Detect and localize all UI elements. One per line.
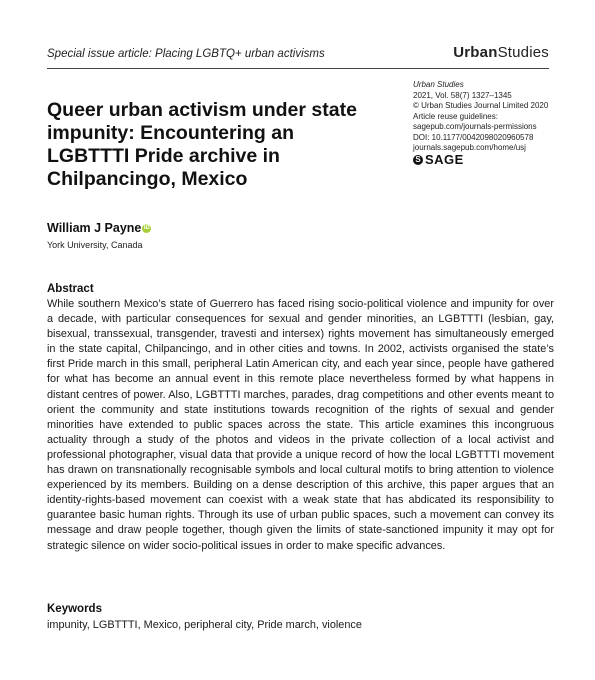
journal-logo-bold: Urban (453, 44, 498, 61)
meta-journal: Urban Studies (413, 80, 464, 89)
keywords-heading: Keywords (47, 603, 102, 615)
article-metadata (413, 80, 573, 165)
orcid-icon[interactable]: iD (143, 224, 150, 231)
author-line (47, 221, 151, 235)
abstract-text: While southern Mexico’s state of Guerrero has faced rising socio-political violence and impunity for over a decade, with particular consequences for sexual and gender minorities, an LGBTTTI (lesbian, gay, bisexual, transsexual, transgender, travesti and intersex) rights movement has simultaneously emerged in the state capital, Chilpancingo, and in other cities and towns. In 2002, activists organised the state’s first Pride march in this small, peripheral Latin American city, and each year since, people have gathered for what has become an annual event in this remote place nevertheless formed by what happens in distant centres of power. Also, LGBTTTI marches, parades, drag competitions and other events meant to orient the community and state institutions towards recognition of the rights of sexual and gender minorities have extended to public spaces across the state. This article examines this incongruous actuality through a study of the photos and videos in the private collection of a local activist and professional photographer, visual data that provide a unique record of how the local LGBTTTI movement has drawn on transnationally recognisable symbols and local cultural motifs to bring attention to violence experienced by its members. Building on a dense description of this archive, this paper argues that an identity-rights-based movement can coexist with a weak state that has abdicated its responsibility to guarantee basic human rights. Through its use of urban public spaces, such a movement can convey its message and draw people together, though given the limits of state-sanctioned impunity it may opt for strategic silence on wider socio-political issues in order to make specific advances. (47, 298, 554, 552)
journal-logo-rest: Studies (497, 44, 549, 61)
author-affiliation: York University, Canada (47, 240, 143, 250)
journal-logo (453, 44, 549, 61)
article-header (47, 42, 549, 69)
article-title: Queer urban activism under state impunity: Encountering an LGBTTTI Pride archive in Chilpancingo, Mexico (47, 99, 357, 190)
publisher-logo (413, 151, 573, 167)
publisher-name: SAGE (425, 151, 464, 167)
meta-reuse-label: Article reuse guidelines: (413, 111, 498, 121)
special-issue-label: Special issue article: Placing LGBTQ+ urban activisms (47, 48, 325, 60)
meta-doi[interactable]: DOI: 10.1177/0042098020960578 (413, 132, 534, 142)
meta-volume: 2021, Vol. 58(7) 1327–1345 (413, 90, 512, 100)
author-name: William J Payne (47, 221, 142, 235)
abstract-heading: Abstract (47, 283, 94, 295)
meta-copyright: © Urban Studies Journal Limited 2020 (413, 101, 549, 110)
meta-reuse-link[interactable]: sagepub.com/journals-permissions (413, 122, 537, 131)
keywords-list: impunity, LGBTTTI, Mexico, peripheral city, Pride march, violence (47, 619, 362, 631)
sage-logo-icon: S (413, 155, 423, 165)
meta-home-link[interactable]: journals.sagepub.com/home/usj (413, 143, 526, 152)
